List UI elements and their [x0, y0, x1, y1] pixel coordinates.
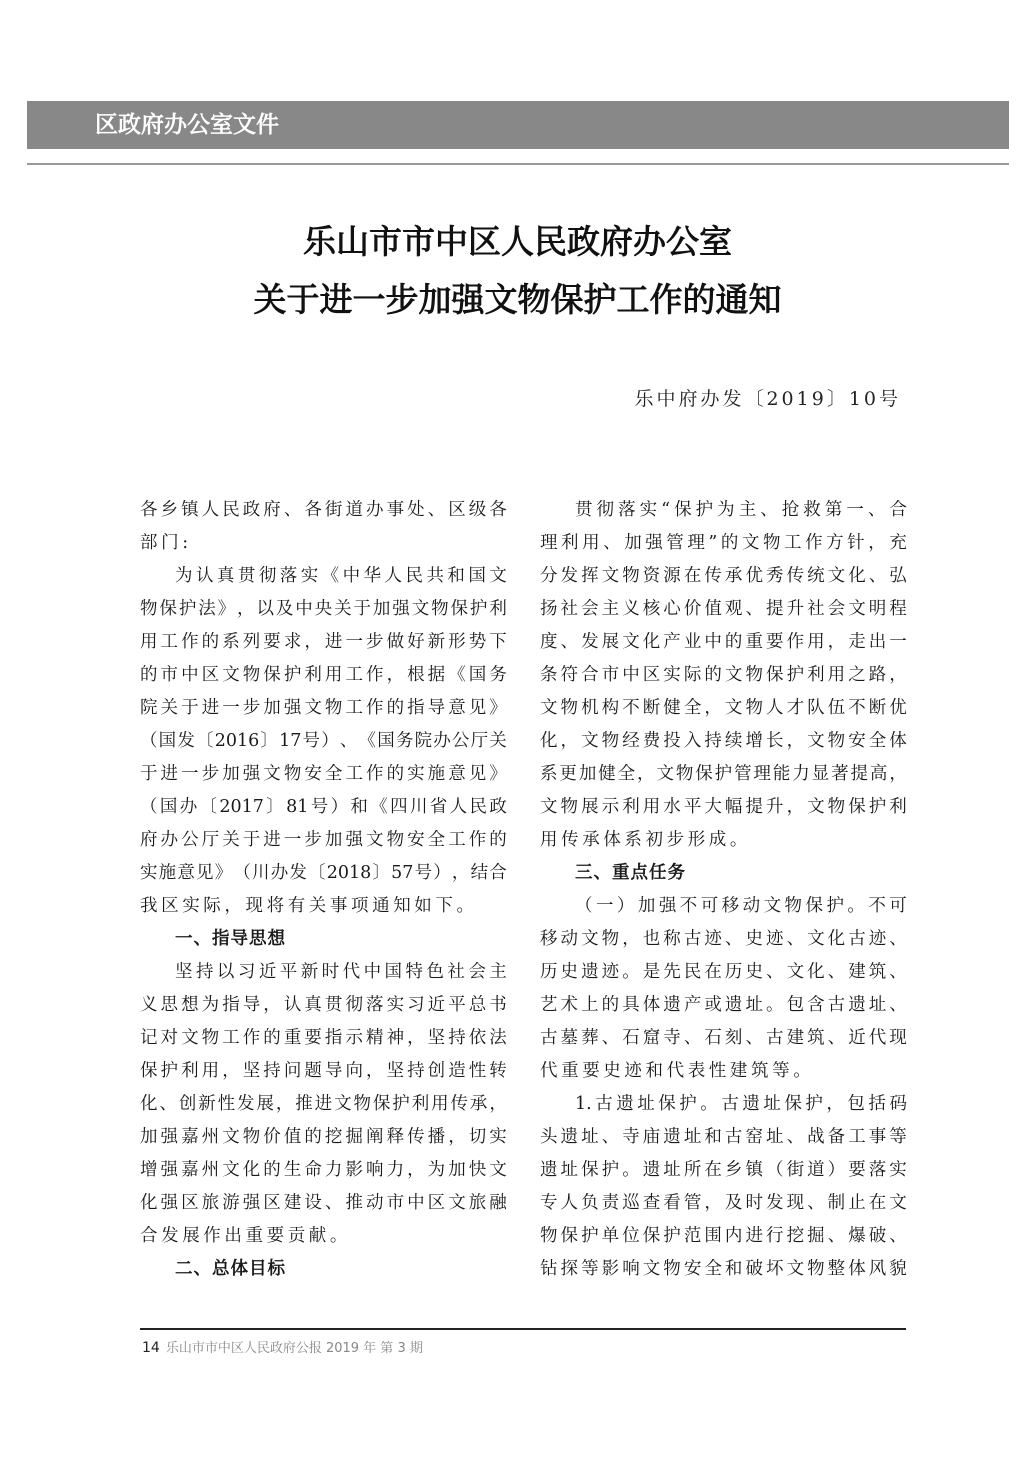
- text-line: 扬 社 会 主 义 核 心 价 值 观 、 提 升 社 会 文 明 程: [540, 599, 907, 619]
- body-column-right: [540, 494, 907, 1286]
- text-line: 古 墓 葬 、 石 窟 寺 、 石 刻 、 古 建 筑 、 近 代 现: [540, 1028, 907, 1048]
- page-footer: [142, 1337, 423, 1360]
- text-line: 移 动 文 物 ， 也 称 古 迹 、 史 迹 、 文 化 古 迹 、: [540, 929, 907, 949]
- text-line: （ 一 ） 加 强 不 可 移 动 文 物 保 护 。 不 可: [575, 896, 907, 916]
- text-line: 理 利 用 、 加 强 管 理 ” 的 文 物 工 作 方 针 ， 充: [540, 533, 907, 553]
- text-line: 用 工 作 的 系 列 要 求 ， 进 一 步 做 好 新 形 势 下: [140, 632, 507, 652]
- body-column-left: [140, 494, 507, 1286]
- text-line: 记 对 文 物 工 作 的 重 要 指 示 精 神 ， 坚 持 依 法: [140, 1028, 507, 1048]
- publication-name: 乐山市市中区人民政府公报 2019 年 第 3 期: [165, 1341, 423, 1356]
- text-line: 分 发 挥 文 物 资 源 在 传 承 优 秀 传 统 文 化 、 弘: [540, 566, 907, 586]
- text-line: 化 、 创 新 性 发 展 ， 推 进 文 物 保 护 利 用 传 承 ，: [140, 1094, 507, 1114]
- text-line: （ 国 办 〔 2017 〕 81 号 ） 和 《 四 川 省 人 民 政: [140, 797, 507, 817]
- text-line: 贯 彻 落 实 “ 保 护 为 主 、 抢 救 第 一 、 合: [575, 500, 907, 520]
- text-line: 专 人 负 责 巡 查 看 管 ， 及 时 发 现 、 制 止 在 文: [540, 1193, 907, 1213]
- text-line: 系 更 加 健 全 ， 文 物 保 护 管 理 能 力 显 著 提 高 ，: [540, 764, 907, 784]
- section-banner-title: 区政府办公室文件: [95, 112, 279, 138]
- footer-divider: [140, 1328, 906, 1330]
- text-line: 院 关 于 进 一 步 加 强 文 物 工 作 的 指 导 意 见 》: [140, 698, 507, 718]
- text-line: 部门:: [140, 533, 192, 553]
- section-heading: 二、总体目标: [175, 1259, 286, 1279]
- document-title-line1: 乐山市市中区人民政府办公室: [303, 222, 732, 261]
- text-line: 合发展作出重要贡献。: [140, 1226, 351, 1246]
- text-line: 于 进 一 步 加 强 文 物 安 全 工 作 的 实 施 意 见 》: [140, 764, 507, 784]
- text-line: 钻 探 等 影 响 文 物 安 全 和 破 坏 文 物 整 体 风 貌: [540, 1259, 907, 1279]
- text-line: 府 办 公 厅 关 于 进 一 步 加 强 文 物 安 全 工 作 的: [140, 830, 507, 850]
- text-line: 实 施 意 见 》 （ 川 办 发 〔 2018 〕 57 号 ） ， 结 合: [140, 863, 507, 883]
- text-line: 度 、 发 展 文 化 产 业 中 的 重 要 作 用 ， 走 出 一: [540, 632, 907, 652]
- text-line: 增 强 嘉 州 文 化 的 生 命 力 影 响 力 ， 为 加 快 文: [140, 1160, 507, 1180]
- text-line: 头 遗 址 、 寺 庙 遗 址 和 古 窑 址 、 战 备 工 事 等: [540, 1127, 907, 1147]
- text-line: 化 ， 文 物 经 费 投 入 持 续 增 长 ， 文 物 安 全 体: [540, 731, 907, 751]
- text-line: 我区实际，现将有关事项通知如下。: [140, 896, 478, 916]
- text-line: 1. 古 遗 址 保 护 。 古 遗 址 保 护 ， 包 括 码: [575, 1094, 907, 1114]
- text-line: 遗 址 保 护 。 遗 址 所 在 乡 镇 （ 街 道 ） 要 落 实: [540, 1160, 907, 1180]
- text-line: 文 物 机 构 不 断 健 全 ， 文 物 人 才 队 伍 不 断 优: [540, 698, 907, 718]
- text-line: 化 强 区 旅 游 强 区 建 设 、 推 动 市 中 区 文 旅 融: [140, 1193, 507, 1213]
- text-line: 代重要史迹和代表性建筑等。: [540, 1061, 815, 1081]
- document-title-line2: 关于进一步加强文物保护工作的通知: [253, 280, 782, 319]
- text-line: 条 符 合 市 中 区 实 际 的 文 物 保 护 利 用 之 路 ，: [540, 665, 907, 685]
- text-line: 坚 持 以 习 近 平 新 时 代 中 国 特 色 社 会 主: [175, 962, 507, 982]
- text-line: 保 护 利 用 ， 坚 持 问 题 导 向 ， 坚 持 创 造 性 转: [140, 1061, 507, 1081]
- text-line: 物 保 护 法 》 ， 以 及 中 央 关 于 加 强 文 物 保 护 利: [140, 599, 507, 619]
- header-divider: [27, 163, 1009, 165]
- text-line: 物 保 护 单 位 保 护 范 围 内 进 行 挖 掘 、 爆 破 、: [540, 1226, 907, 1246]
- text-line: 加 强 嘉 州 文 物 价 值 的 挖 掘 阐 释 传 播 ， 切 实: [140, 1127, 507, 1147]
- text-line: 历 史 遗 迹 。 是 先 民 在 历 史 、 文 化 、 建 筑 、: [540, 962, 907, 982]
- document-number: 乐中府办发〔2019〕10号: [634, 388, 901, 410]
- page-number: 14: [142, 1340, 160, 1356]
- text-line: 用传承体系初步形成。: [540, 830, 751, 850]
- section-banner: [27, 101, 1009, 149]
- text-line: 的 市 中 区 文 物 保 护 利 用 工 作 ， 根 据 《 国 务: [140, 665, 507, 685]
- text-line: （ 国 发 〔 2016 〕 17 号 ） 、 《 国 务 院 办 公 厅 关: [140, 731, 507, 751]
- section-heading: 三、重点任务: [575, 863, 686, 883]
- text-line: 各 乡 镇 人 民 政 府 、 各 街 道 办 事 处 、 区 级 各: [140, 500, 507, 520]
- text-line: 艺 术 上 的 具 体 遗 产 或 遗 址 。 包 含 古 遗 址 、: [540, 995, 907, 1015]
- text-line: 为 认 真 贯 彻 落 实 《 中 华 人 民 共 和 国 文: [175, 566, 507, 586]
- text-line: 义 思 想 为 指 导 ， 认 真 贯 彻 落 实 习 近 平 总 书: [140, 995, 507, 1015]
- text-line: 文 物 展 示 利 用 水 平 大 幅 提 升 ， 文 物 保 护 利: [540, 797, 907, 817]
- section-heading: 一、指导思想: [175, 929, 286, 949]
